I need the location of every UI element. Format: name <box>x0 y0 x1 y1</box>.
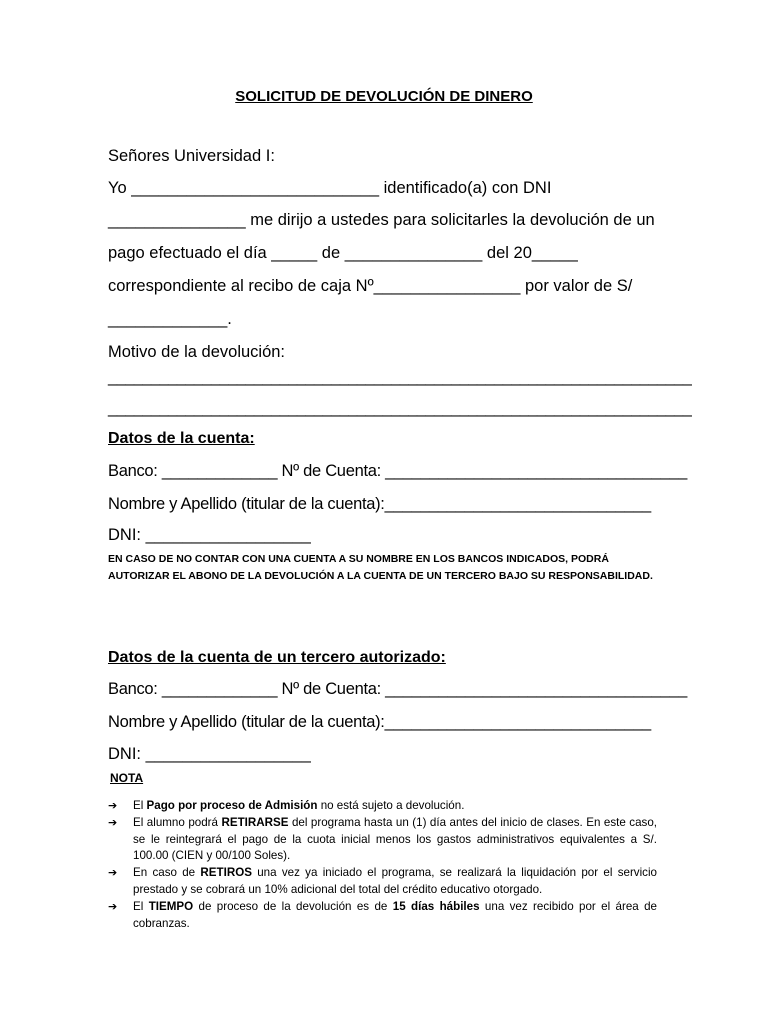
body-line-amount: _____________. <box>108 310 232 328</box>
note-emphasis: RETIRARSE <box>221 815 289 829</box>
note-item <box>108 798 657 815</box>
arrow-bullet-icon: ➔ <box>108 800 118 812</box>
third-party-bank-line: Banco: _____________ Nº de Cuenta: __________________________________ <box>108 680 687 698</box>
note-emphasis: RETIROS <box>200 866 252 880</box>
note-label: NOTA <box>110 771 144 785</box>
note-text: no está sujeto a devolución. <box>317 799 465 812</box>
arrow-bullet-icon: ➔ <box>108 867 118 880</box>
note-emphasis: Pago por proceso de Admisión <box>146 799 318 812</box>
note-text: de proceso de la devolución es de <box>193 899 393 913</box>
note-emphasis: 15 días hábiles <box>392 899 480 913</box>
arrow-bullet-icon: ➔ <box>108 900 118 913</box>
account-bank-line: Banco: _____________ Nº de Cuenta: __________________________________ <box>108 462 687 480</box>
note-text: El alumno podrá <box>133 815 222 829</box>
third-party-holder-line: Nombre y Apellido (titular de la cuenta):______________________________ <box>108 713 651 731</box>
reason-line-1: ____________________________________________________________________ <box>108 368 692 386</box>
note-text: una vez ya iniciado el programa, se realizará la liquidación por el servicio prestado y se cobrará un 10% adicional del total del crédito educativo otorgado. <box>133 866 657 896</box>
note-text: El <box>133 899 149 913</box>
note-emphasis: TIEMPO <box>148 899 194 913</box>
reason-line-2: ____________________________________________________________________ <box>108 399 692 417</box>
note-item <box>108 899 657 933</box>
account-holder-line: Nombre y Apellido (titular de la cuenta):______________________________ <box>108 495 651 513</box>
reason-label: Motivo de la devolución: <box>108 343 286 361</box>
body-line-receipt: correspondiente al recibo de caja Nº________________ por valor de S/ <box>108 277 633 295</box>
note-list <box>108 798 657 932</box>
body-line-date: pago efectuado el día _____ de _______________ del 20_____ <box>108 244 578 262</box>
arrow-bullet-icon: ➔ <box>108 816 118 829</box>
note-text: El <box>133 799 147 812</box>
note-text: del programa hasta un (1) día antes del inicio de clases. En este caso, se le reintegrará el pago de la cuota inicial menos los gastos administrativos equivalentes a S/. 100.00 (CIEN y 00/100 Soles). <box>133 815 657 863</box>
document-title: SOLICITUD DE DEVOLUCIÓN DE DINERO <box>235 88 533 105</box>
note-item <box>108 815 657 865</box>
note-text: En caso de <box>133 866 201 880</box>
note-text: una vez recibido por el área de cobranzas. <box>133 899 658 930</box>
salutation: Señores Universidad I: <box>108 147 275 165</box>
body-line-name: Yo ___________________________ identificado(a) con DNI <box>108 179 552 197</box>
third-party-dni-line: DNI: __________________ <box>108 745 311 763</box>
body-line-request: _______________ me dirijo a ustedes para solicitarles la devolución de un <box>108 211 655 229</box>
account-dni-line: DNI: __________________ <box>108 526 311 544</box>
third-party-heading: Datos de la cuenta de un tercero autorizado: <box>108 649 446 666</box>
account-heading: Datos de la cuenta: <box>108 430 255 447</box>
third-party-notice: EN CASO DE NO CONTAR CON UNA CUENTA A SU NOMBRE EN LOS BANCOS INDICADOS, PODRÁ AUTORIZAR EL ABONO DE LA DEVOLUCIÓN A LA CUENTA DE UN TERCERO BAJO SU RESPONSABILIDAD. <box>108 553 653 582</box>
note-item <box>108 865 657 899</box>
